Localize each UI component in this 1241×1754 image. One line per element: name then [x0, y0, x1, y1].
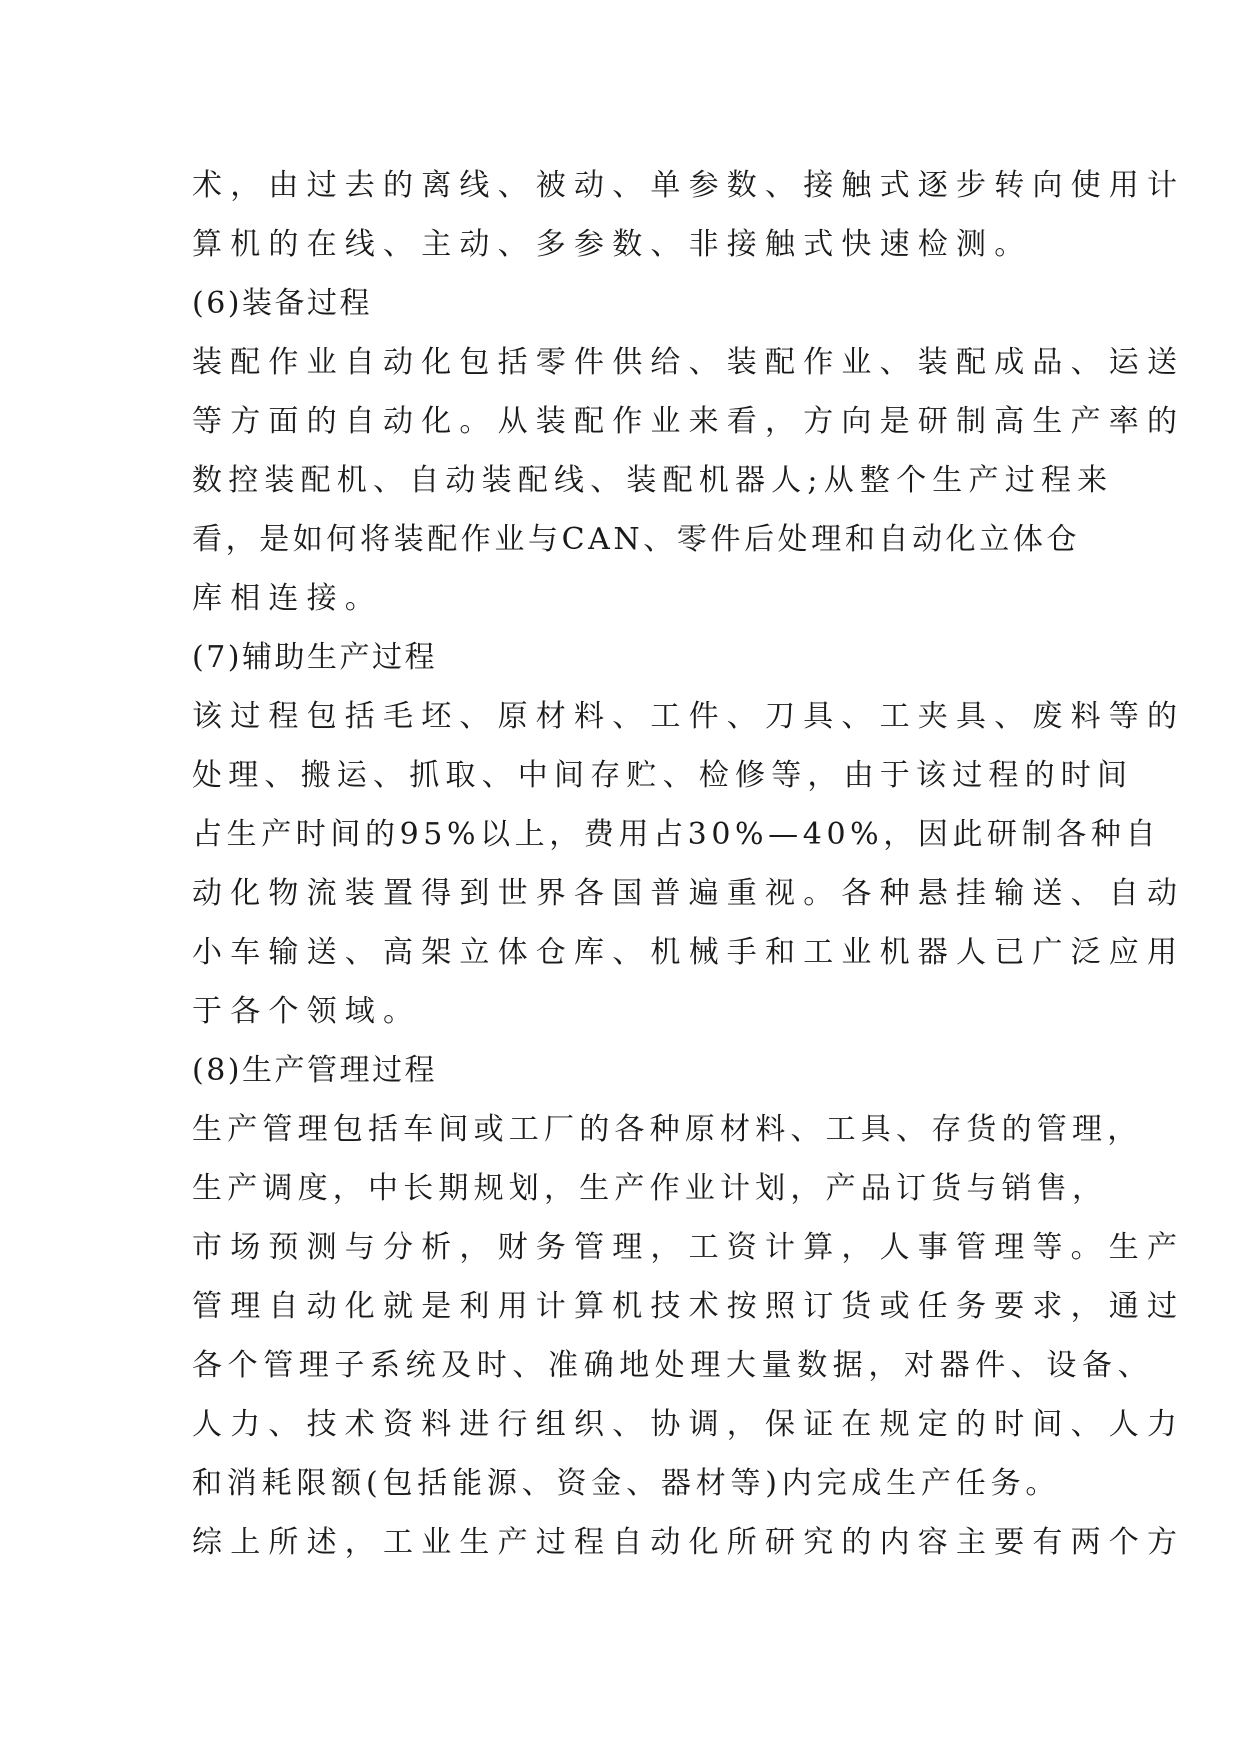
- section-heading-8: (8)生产管理过程: [192, 1053, 437, 1088]
- paragraph-line: 术，由过去的离线、被动、单参数、接触式逐步转向使用计: [192, 168, 1186, 203]
- paragraph-line: 小车输送、高架立体仓库、机械手和工业机器人已广泛应用: [192, 935, 1186, 970]
- paragraph-line: 各个管理子系统及时、准确地处理大量数据，对器件、设备、: [192, 1348, 1154, 1383]
- paragraph-line: 数控装配机、自动装配线、装配机器人;从整个生产过程来: [192, 463, 1114, 498]
- section-heading-6: (6)装备过程: [192, 286, 372, 321]
- paragraph-line: 动化物流装置得到世界各国普遍重视。各种悬挂输送、自动: [192, 876, 1186, 911]
- paragraph-line: 库相连接。: [192, 581, 383, 616]
- paragraph-line: 看，是如何将装配作业与CAN、零件后处理和自动化立体仓: [192, 522, 1081, 557]
- paragraph-line: 占生产时间的95%以上，费用占30%—40%，因此研制各种自: [192, 817, 1161, 852]
- paragraph-line: 生产管理包括车间或工厂的各种原材料、工具、存货的管理，: [192, 1112, 1143, 1147]
- paragraph-line: 于各个领域。: [192, 994, 422, 1029]
- paragraph-line: 市场预测与分析，财务管理，工资计算，人事管理等。生产: [192, 1230, 1186, 1265]
- section-heading-7: (7)辅助生产过程: [192, 640, 437, 675]
- paragraph-line: 综上所述，工业生产过程自动化所研究的内容主要有两个方: [192, 1525, 1186, 1560]
- paragraph-line: 管理自动化就是利用计算机技术按照订货或任务要求，通过: [192, 1289, 1186, 1324]
- paragraph-line: 等方面的自动化。从装配作业来看，方向是研制高生产率的: [192, 404, 1186, 439]
- paragraph-line: 该过程包括毛坯、原材料、工件、刀具、工夹具、废料等的: [192, 699, 1186, 734]
- paragraph-line: 装配作业自动化包括零件供给、装配作业、装配成品、运送: [192, 345, 1186, 380]
- paragraph-line: 生产调度，中长期规划，生产作业计划，产品订货与销售，: [192, 1171, 1108, 1206]
- paragraph-line: 处理、搬运、抓取、中间存贮、检修等，由于该过程的时间: [192, 758, 1134, 793]
- paragraph-line: 和消耗限额(包括能源、资金、器材等)内完成生产任务。: [192, 1466, 1061, 1501]
- paragraph-line: 算机的在线、主动、多参数、非接触式快速检测。: [192, 227, 1033, 262]
- paragraph-line: 人力、技术资料进行组织、协调，保证在规定的时间、人力: [192, 1407, 1186, 1442]
